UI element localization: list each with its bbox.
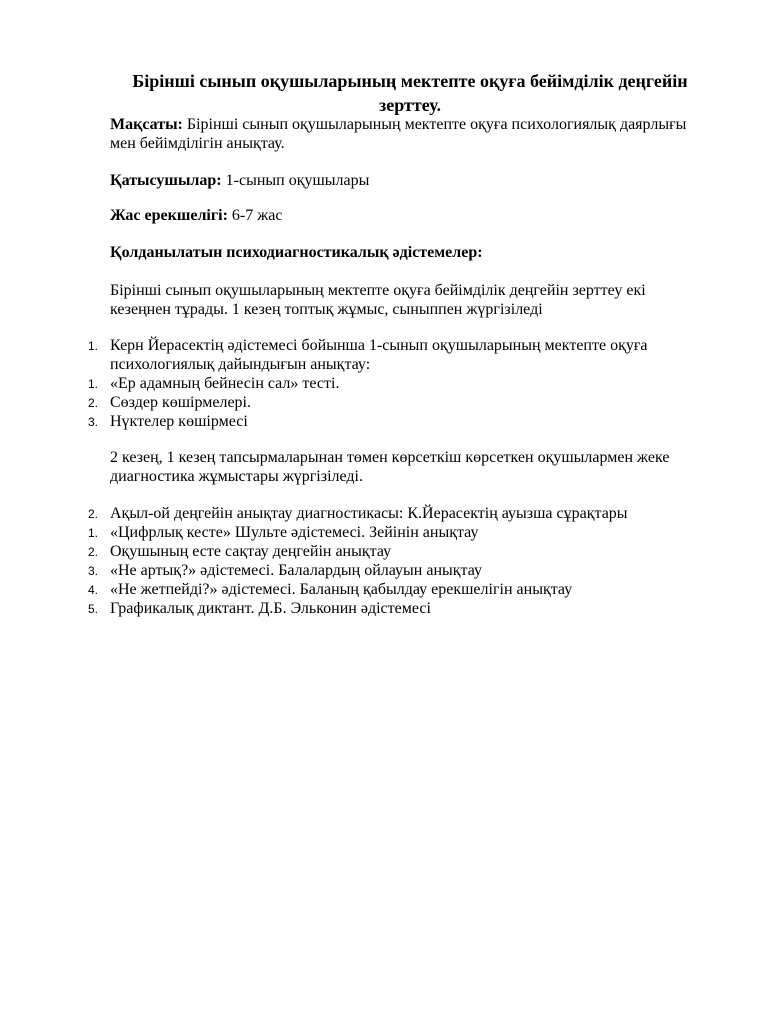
stage2-item: «Не артық?» әдістемесі. Балалардың ойлауын анықтау: [110, 562, 483, 579]
stage1-item-number: 1.: [87, 377, 98, 391]
age-paragraph: [110, 206, 700, 225]
age-label: Жас ерекшелігі:: [110, 207, 228, 224]
stage2-intro-paragraph: 2 кезең, 1 кезең тапсырмаларынан төмен көрсеткіш көрсеткен оқушылармен жеке диагностика жұмыстары жүргізіледі.: [110, 449, 670, 485]
document-title: Бірінші сынып оқушыларының мектепте оқуға бейімділік деңгейін зерттеу.: [132, 71, 688, 115]
intro-paragraph: Бірінші сынып оқушыларының мектепте оқуға бейімділік деңгейін зерттеу екі кезеңнен тұрады. 1 кезең топтық жұмыс, сыныппен жүргізіледі: [110, 282, 646, 318]
age-text: 6-7 жас: [227, 207, 283, 224]
stage1-item-number: 2.: [87, 396, 98, 410]
stage2-item-number: 5.: [87, 602, 98, 616]
stage2-item-number: 3.: [87, 564, 98, 578]
participants-label: Қатысушылар:: [110, 172, 222, 189]
purpose-paragraph: [110, 115, 700, 153]
stage1-item: Нүктелер көшірмесі: [110, 413, 248, 430]
participants-paragraph: [110, 171, 700, 190]
purpose-text: Бірінші сынып оқушыларының мектепте оқуға психологиялық даярлығы мен бейімділігін анықтау.: [110, 116, 687, 152]
stage2-item-number: 1.: [87, 526, 98, 540]
stage2-number: 2.: [87, 507, 98, 521]
stage2-item: «Не жетпейді?» әдістемесі. Баланың қабылдау ерекшелігін анықтау: [110, 581, 573, 598]
stage2-item: «Цифрлық кесте» Шульте әдістемесі. Зейінін анықтау: [110, 524, 479, 541]
stage2-item-number: 2.: [87, 545, 98, 559]
stage2-item-number: 4.: [87, 583, 98, 597]
methods-heading: Қолданылатын психодиагностикалық әдістемелер:: [110, 244, 483, 261]
participants-text: 1-сынып оқушылары: [221, 172, 370, 189]
stage1-text: Керн Йерасектің әдістемесі бойынша 1-сынып оқушыларының мектепте оқуға психологиялық дайындығын анықтау:: [110, 337, 648, 373]
purpose-label: Мақсаты:: [110, 116, 183, 133]
stage1-item: «Ер адамның бейнесін сал» тесті.: [110, 375, 340, 392]
stage2-text: Ақыл-ой деңгейін анықтау диагностикасы: К.Йерасектің ауызша сұрақтары: [110, 505, 628, 522]
stage1-number: 1.: [87, 339, 98, 353]
stage1-item-number: 3.: [87, 415, 98, 429]
stage1-item: Сөздер көшірмелері.: [110, 394, 251, 411]
stage2-item: Графикалық диктант. Д.Б. Эльконин әдістемесі: [110, 600, 431, 617]
stage2-item: Оқушының есте сақтау деңгейін анықтау: [110, 543, 392, 560]
